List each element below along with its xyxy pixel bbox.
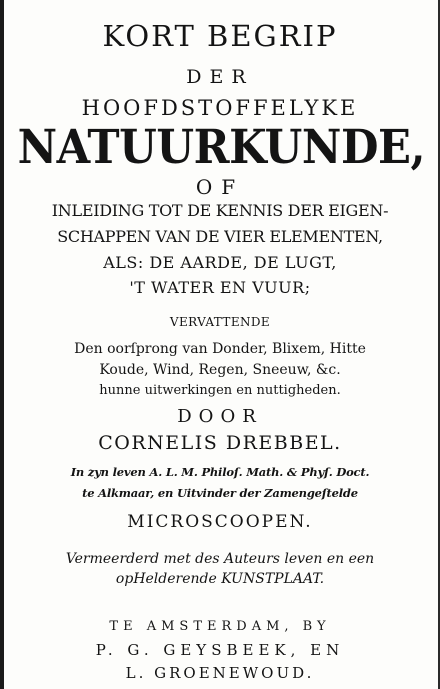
author-credentials-line-2: te Alkmaar, en Uitvinder der Zamengeſtelde <box>82 486 358 500</box>
imprint-publisher-1: P. G. GEYSBEEK, EN <box>95 641 345 659</box>
edition-note-line-1: Vermeerderd met des Auteurs leven en een <box>65 551 375 567</box>
contents-line-2: Koude, Wind, Regen, Sneeuw, &c. <box>99 362 341 378</box>
door-label: DOOR <box>177 406 263 427</box>
edition-note-line-2: opHelderende KUNSTPLAAT. <box>115 571 325 587</box>
title-line-kort-begrip: KORT BEGRIP <box>102 19 338 53</box>
imprint-place: TE AMSTERDAM, BY <box>109 619 331 634</box>
contents-line-3: hunne uitwerkingen en nuttigheden. <box>99 383 341 398</box>
subtitle-line-4: 'T WATER EN VUUR; <box>129 278 311 297</box>
title-line-der: DER <box>186 66 254 88</box>
author-credentials-line-1: In zyn leven A. L. M. Philoſ. Math. & Phyſ. Doct. <box>70 465 370 479</box>
title-line-of: OF <box>195 175 245 199</box>
title-line-natuurkunde: NATUURKUNDE, <box>17 120 426 175</box>
microscopes-line: MICROSCOOPEN. <box>127 512 313 532</box>
subtitle-line-1: INLEIDING TOT DE KENNIS DER EIGEN- <box>51 201 389 220</box>
imprint-publisher-2: L. GROENEWOUD. <box>125 664 315 682</box>
vervattende-label: VERVATTENDE <box>169 315 271 329</box>
contents-line-1: Den oorſprong van Donder, Blixem, Hitte <box>74 341 366 357</box>
subtitle-line-3: ALS: DE AARDE, DE LUGT, <box>103 253 337 272</box>
title-line-hoofdstoffelyke: HOOFDSTOFFELYKE <box>81 96 359 120</box>
subtitle-line-2: SCHAPPEN VAN DE VIER ELEMENTEN, <box>57 227 383 246</box>
author-name: CORNELIS DREBBEL. <box>98 432 342 454</box>
